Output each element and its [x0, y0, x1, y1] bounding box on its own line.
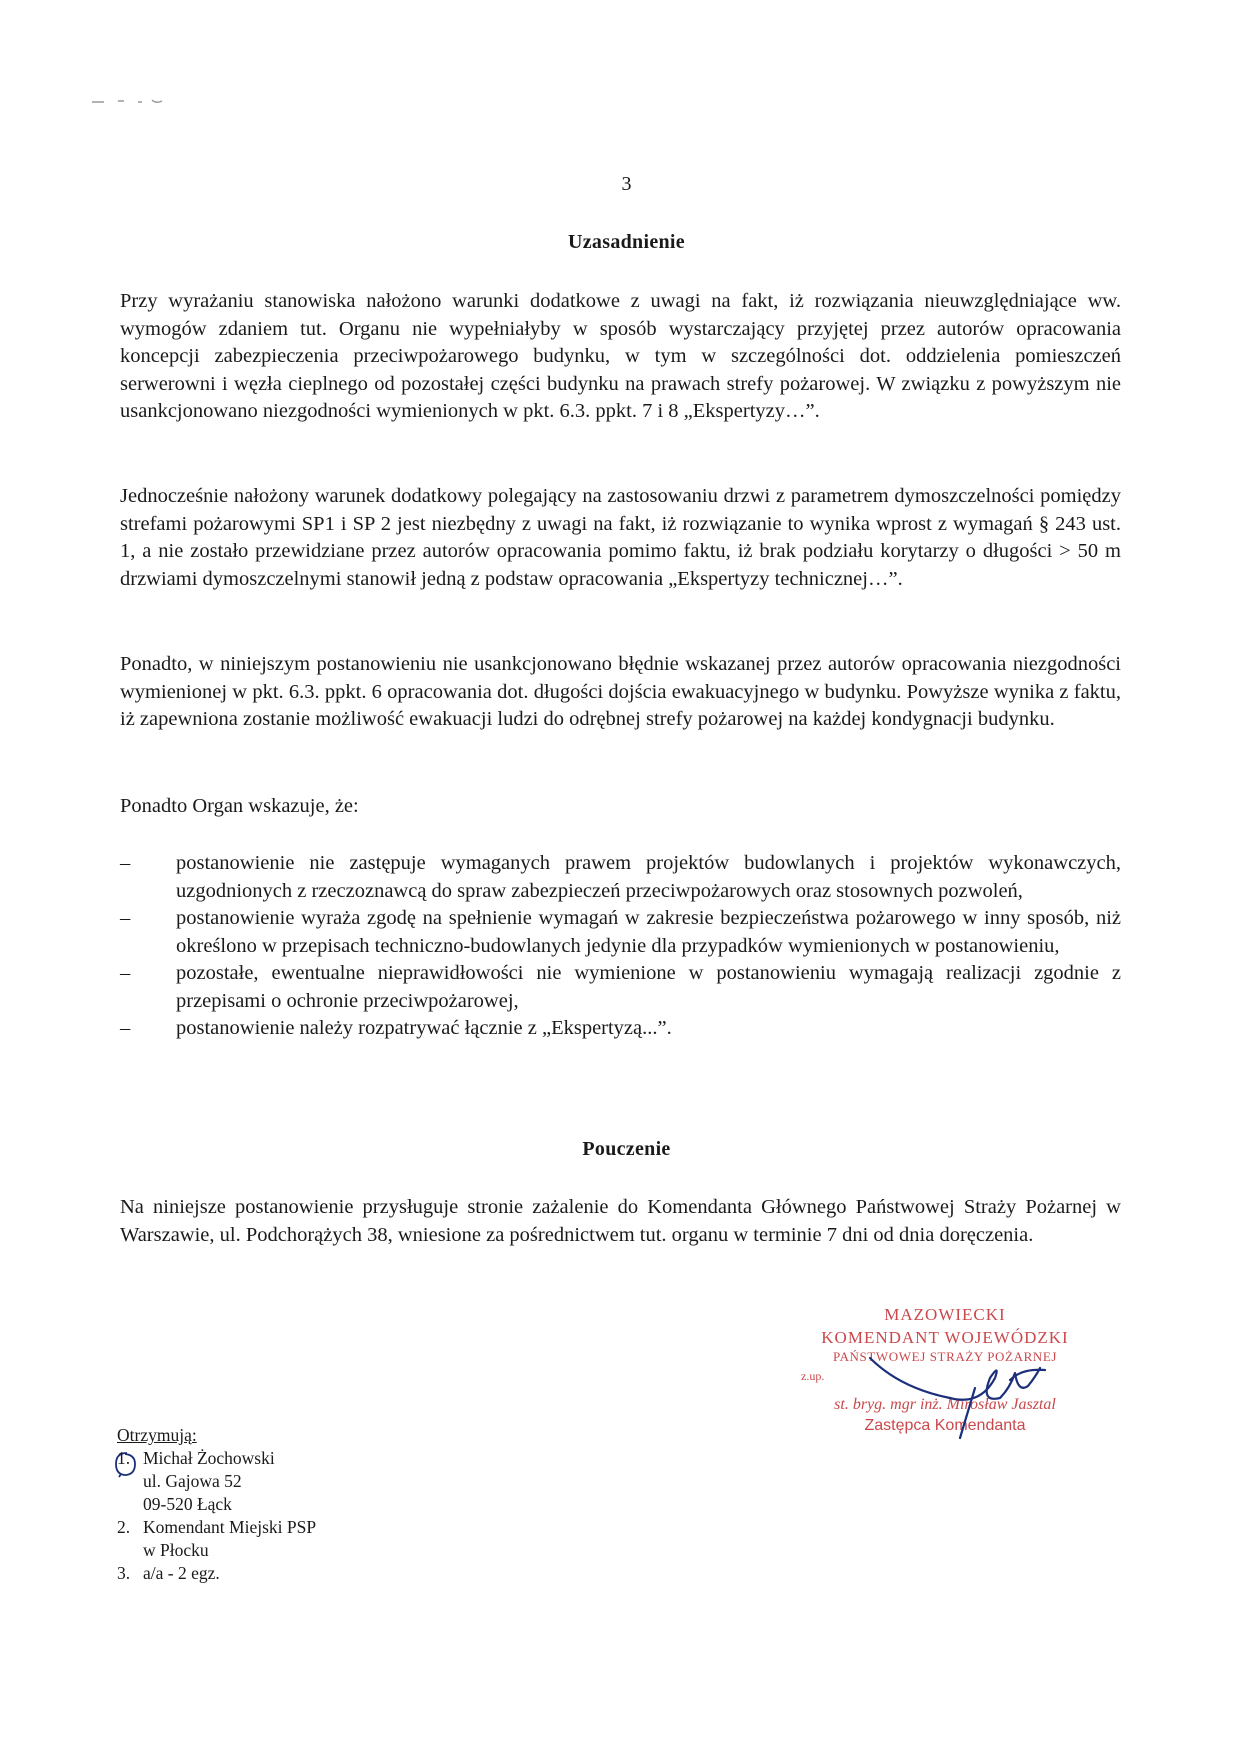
paragraph-2: Jednocześnie nałożony warunek dodatkowy polegający na zastosowaniu drzwi z parametrem dymoszczelności pomiędzy strefami pożarowymi SP1 i SP 2 jest niezbędny z uwagi na fakt, iż rozwiązanie to wynika wprost z wymagań § 243 ust. 1, a nie zostało przewidziane przez autorów opracowania pomimo faktu, iż brak podziału korytarzy o długości > 50 m drzwiami dymoszczelnymi stanowił jedną z podstaw opracowania „Ekspertyzy technicznej…”.	[120, 485, 1121, 590]
stamp-line-6: Zastępca Komendanta	[864, 1417, 1026, 1434]
recipient-line: a/a - 2 egz.	[143, 1563, 220, 1583]
bullet-dash: –	[120, 1017, 131, 1039]
recipient-entry	[117, 1516, 316, 1562]
recipient-line: Michał Żochowski	[143, 1448, 275, 1468]
stamp-line-5: st. bryg. mgr inż. Mirosław Jasztal	[834, 1396, 1056, 1413]
recipient-line: 09-520 Łąck	[143, 1494, 232, 1514]
instruction-paragraph: Na niniejsze postanowienie przysługuje stronie zażalenie do Komendanta Głównego Państwowej Straży Pożarnej w Warszawie, ul. Podchorążych 38, wniesione za pośrednictwem tut. organu w terminie 7 dni od dnia doręczenia.	[120, 1196, 1121, 1246]
list-item	[120, 850, 1121, 905]
stamp-line-4: z.up.	[801, 1369, 825, 1383]
conditions-list	[120, 850, 1121, 1043]
recipient-number: 3.	[117, 1563, 131, 1583]
recipient-line: ul. Gajowa 52	[143, 1471, 242, 1491]
bullet-dash: –	[120, 907, 131, 929]
recipient-line: Komendant Miejski PSP	[143, 1517, 317, 1537]
heading-instruction: Pouczenie	[582, 1138, 671, 1160]
list-item	[120, 960, 1121, 1015]
list-item	[120, 905, 1121, 960]
bullet-dash: –	[120, 852, 131, 874]
list-item-text: postanowienie wyraża zgodę na spełnienie wymagań w zakresie bezpieczeństwa pożarowego w inny sposób, niż określono w przepisach techniczno-budowlanych jedynie dla przypadków wymienionych w postanowieniu,	[176, 907, 1121, 957]
recipients-title: Otrzymują:	[117, 1425, 197, 1445]
bullet-dash: –	[120, 962, 131, 984]
page-number: 3	[621, 173, 632, 195]
list-item-text: postanowienie należy rozpatrywać łącznie z „Ekspertyzą...”.	[176, 1017, 672, 1039]
recipients-block	[117, 1424, 316, 1585]
list-intro: Ponadto Organ wskazuje, że:	[120, 795, 359, 817]
list-item-text: pozostałe, ewentualne nieprawidłowości nie wymienione w postanowieniu wymagają realizacji zgodnie z przepisami o ochronie przeciwpożarowej,	[176, 962, 1121, 1012]
paragraph-3: Ponadto, w niniejszym postanowieniu nie usankcjonowano błędnie wskazanej przez autorów opracowania niezgodności wymienionej w pkt. 6.3. ppkt. 6 opracowania dot. długości dojścia ewakuacyjnego w budynku. Powyższe wynika z faktu, iż zapewniona zostanie możliwość ewakuacji ludzi do odrębnej strefy pożarowej na każdej kondygnacji budynku.	[120, 653, 1121, 730]
recipient-entry	[117, 1562, 316, 1585]
recipient-number: 2.	[117, 1517, 131, 1537]
recipient-line: w Płocku	[143, 1540, 209, 1560]
stamp-line-3: PAŃSTWOWEJ STRAŻY POŻARNEJ	[832, 1349, 1058, 1364]
scan-artifact-mark	[90, 96, 170, 106]
stamp-line-2: KOMENDANT WOJEWÓDZKI	[821, 1328, 1069, 1347]
list-item-text: postanowienie nie zastępuje wymaganych prawem projektów budowlanych i projektów wykonawczych, uzgodnionych z rzeczoznawcą do spraw zabezpieczeń przeciwpożarowych oraz stosownych pozwoleń,	[176, 852, 1121, 902]
paragraph-1: Przy wyrażaniu stanowiska nałożono warunki dodatkowe z uwagi na fakt, iż rozwiązania nieuwzględniające ww. wymogów zdaniem tut. Organu nie wypełniałyby w sposób wystarczający przyjętej przez autorów opracowania koncepcji zabezpieczenia przeciwpożarowego budynku, w tym w szczególności dot. oddzielenia pomieszczeń serwerowni i węzła cieplnego od pozostałej części budynku na prawach strefy pożarowej. W związku z powyższym nie usankcjonowano niezgodności wymienionych w pkt. 6.3. ppkt. 7 i 8 „Ekspertyzy…”.	[120, 290, 1121, 422]
list-item	[120, 1015, 1121, 1043]
stamp-line-1: MAZOWIECKI	[884, 1305, 1006, 1324]
recipient-number: 1.	[117, 1448, 131, 1468]
heading-justification: Uzasadnienie	[568, 231, 685, 253]
handwritten-signature	[840, 1318, 1060, 1448]
recipient-entry	[117, 1447, 316, 1516]
